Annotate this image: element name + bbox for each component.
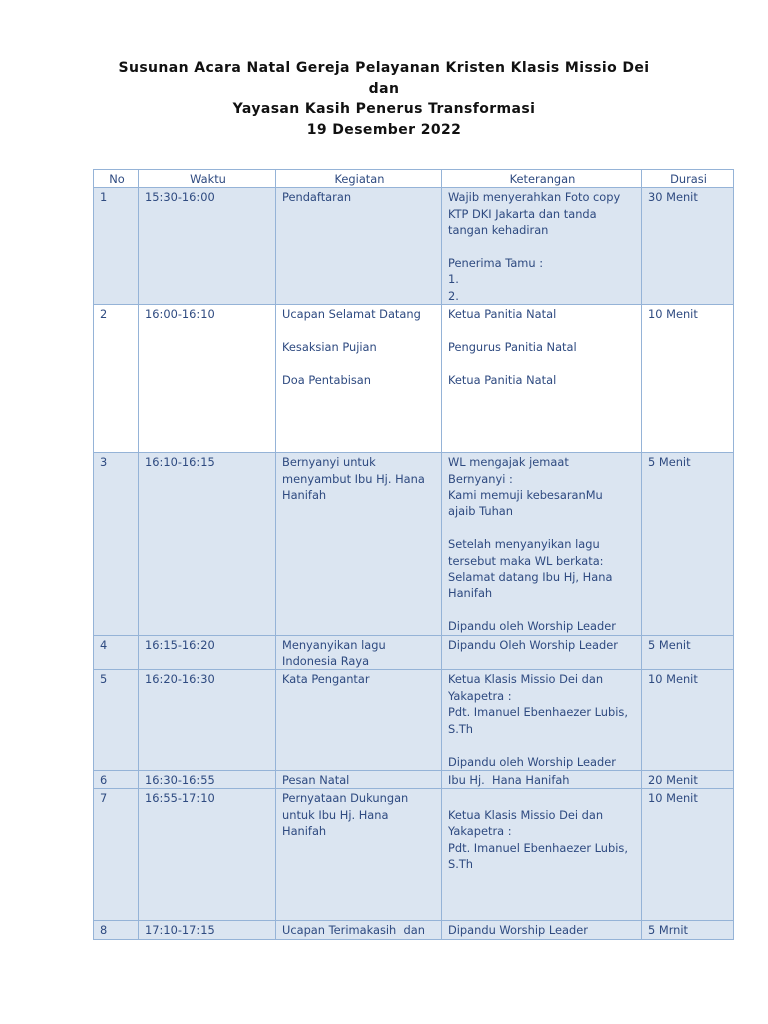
table-row — [94, 635, 734, 670]
column-header-durasi: Durasi — [642, 170, 734, 188]
cell-no: 7 — [94, 789, 139, 921]
cell-keterangan-line — [448, 790, 637, 806]
cell-keterangan-line: Dipandu Worship Leader — [448, 923, 588, 938]
cell-waktu: 16:15-16:20 — [139, 635, 276, 670]
cell-keterangan — [442, 921, 642, 939]
cell-keterangan-line — [448, 520, 637, 536]
cell-waktu: 16:20-16:30 — [139, 670, 276, 770]
table-row — [94, 789, 734, 921]
schedule-table — [93, 169, 734, 940]
column-header-waktu: Waktu — [139, 170, 276, 188]
title-line-1: Susunan Acara Natal Gereja Pelayanan Kristen Klasis Missio Dei — [118, 60, 650, 76]
cell-keterangan-line: tangan kehadiran — [448, 223, 549, 238]
cell-keterangan-line: WL mengajak jemaat — [448, 455, 569, 470]
cell-kegiatan-line: Kata Pengantar — [282, 672, 370, 687]
cell-keterangan-line: Dipandu oleh Worship Leader — [448, 754, 616, 769]
cell-durasi: 5 Mrnit — [642, 921, 734, 939]
cell-kegiatan-line: Indonesia Raya — [282, 654, 370, 669]
cell-keterangan — [442, 770, 642, 788]
cell-waktu: 15:30-16:00 — [139, 188, 276, 305]
cell-kegiatan — [276, 305, 442, 453]
cell-keterangan-line: Dipandu Oleh Worship Leader — [448, 637, 618, 652]
cell-keterangan-line — [448, 602, 637, 618]
cell-kegiatan — [276, 188, 442, 305]
cell-durasi: 10 Menit — [642, 789, 734, 921]
cell-durasi: 10 Menit — [642, 305, 734, 453]
cell-keterangan-line: Pdt. Imanuel Ebenhaezer Lubis, — [448, 705, 628, 720]
table-row — [94, 305, 734, 453]
cell-kegiatan-line: Ucapan Selamat Datang — [282, 307, 421, 322]
column-header-kegiatan: Kegiatan — [276, 170, 442, 188]
cell-keterangan-line: tersebut maka WL berkata: — [448, 553, 604, 568]
column-header-keterangan: Keterangan — [442, 170, 642, 188]
cell-keterangan — [442, 453, 642, 635]
cell-no: 6 — [94, 770, 139, 788]
cell-keterangan-line: Kami memuji kebesaranMu — [448, 488, 603, 503]
cell-kegiatan — [276, 770, 442, 788]
cell-keterangan-line — [448, 239, 637, 255]
cell-keterangan-line: Ketua Panitia Natal — [448, 307, 557, 322]
cell-keterangan — [442, 635, 642, 670]
cell-kegiatan — [276, 635, 442, 670]
cell-no: 2 — [94, 305, 139, 453]
cell-kegiatan-line: Pesan Natal — [282, 772, 350, 787]
cell-keterangan-line: ajaib Tuhan — [448, 504, 514, 519]
cell-kegiatan-line: Kesaksian Pujian — [282, 340, 377, 355]
title-line-3: Yayasan Kasih Penerus Transformasi — [232, 101, 536, 117]
cell-keterangan-line: Selamat datang Ibu Hj, Hana — [448, 570, 613, 585]
cell-keterangan-line: S.Th — [448, 721, 474, 736]
cell-durasi: 30 Menit — [642, 188, 734, 305]
cell-kegiatan-line: Ucapan Terimakasih dan — [282, 923, 425, 938]
cell-kegiatan — [276, 921, 442, 939]
cell-kegiatan-line: Bernyanyi untuk — [282, 455, 376, 470]
cell-durasi: 5 Menit — [642, 453, 734, 635]
cell-keterangan-line — [448, 323, 637, 339]
cell-keterangan-line — [448, 737, 637, 753]
cell-waktu: 17:10-17:15 — [139, 921, 276, 939]
table-row — [94, 770, 734, 788]
cell-waktu: 16:10-16:15 — [139, 453, 276, 635]
cell-no: 5 — [94, 670, 139, 770]
cell-keterangan-line: Pengurus Panitia Natal — [448, 340, 577, 355]
cell-kegiatan-line: Menyanyikan lagu — [282, 637, 386, 652]
cell-keterangan-line: Ibu Hj. Hana Hanifah — [448, 772, 570, 787]
cell-keterangan-line: Penerima Tamu : — [448, 256, 544, 271]
cell-waktu: 16:30-16:55 — [139, 770, 276, 788]
cell-keterangan-line: Wajib menyerahkan Foto copy — [448, 190, 621, 205]
cell-no: 4 — [94, 635, 139, 670]
cell-kegiatan — [276, 670, 442, 770]
cell-keterangan — [442, 305, 642, 453]
cell-keterangan-line: KTP DKI Jakarta dan tanda — [448, 206, 597, 221]
schedule-body — [94, 188, 734, 939]
cell-waktu: 16:00-16:10 — [139, 305, 276, 453]
cell-keterangan-line: Setelah menyanyikan lagu — [448, 537, 600, 552]
cell-kegiatan-line: Pendaftaran — [282, 190, 352, 205]
cell-kegiatan-line — [282, 355, 437, 371]
cell-keterangan-line: Dipandu oleh Worship Leader — [448, 619, 616, 634]
cell-no: 3 — [94, 453, 139, 635]
cell-kegiatan-line: Hanifah — [282, 488, 327, 503]
table-row — [94, 188, 734, 305]
cell-durasi: 20 Menit — [642, 770, 734, 788]
cell-no: 8 — [94, 921, 139, 939]
column-header-no: No — [94, 170, 139, 188]
cell-keterangan-line: Hanifah — [448, 586, 493, 601]
cell-keterangan — [442, 188, 642, 305]
title-line-2: dan — [368, 80, 400, 97]
cell-keterangan-line: Ketua Panitia Natal — [448, 372, 557, 387]
cell-durasi: 5 Menit — [642, 635, 734, 670]
cell-kegiatan-line: menyambut Ibu Hj. Hana — [282, 471, 425, 486]
cell-keterangan-line: Pdt. Imanuel Ebenhaezer Lubis, — [448, 840, 628, 855]
cell-keterangan-line: S.Th — [448, 856, 474, 871]
cell-keterangan-line: Yakapetra : — [448, 688, 512, 703]
cell-kegiatan-line: Doa Pentabisan — [282, 372, 372, 387]
document-title — [0, 58, 768, 140]
cell-durasi: 10 Menit — [642, 670, 734, 770]
cell-kegiatan-line — [282, 323, 437, 339]
table-row — [94, 670, 734, 770]
cell-keterangan-line: 1. — [448, 272, 459, 287]
cell-keterangan-line: Ketua Klasis Missio Dei dan — [448, 807, 604, 822]
table-row — [94, 453, 734, 635]
table-row — [94, 921, 734, 939]
cell-kegiatan-line: Hanifah — [282, 824, 327, 839]
cell-kegiatan — [276, 453, 442, 635]
cell-no: 1 — [94, 188, 139, 305]
cell-keterangan — [442, 670, 642, 770]
cell-keterangan-line: Yakapetra : — [448, 824, 512, 839]
cell-waktu: 16:55-17:10 — [139, 789, 276, 921]
cell-keterangan-line: Bernyanyi : — [448, 471, 513, 486]
cell-keterangan — [442, 789, 642, 921]
cell-kegiatan-line: Pernyataan Dukungan — [282, 791, 409, 806]
table-header-row — [94, 170, 734, 188]
cell-keterangan-line: Ketua Klasis Missio Dei dan — [448, 672, 604, 687]
cell-kegiatan — [276, 789, 442, 921]
cell-keterangan-line — [448, 355, 637, 371]
title-line-4: 19 Desember 2022 — [306, 121, 462, 138]
cell-keterangan-line: 2. — [448, 288, 459, 303]
cell-kegiatan-line: untuk Ibu Hj. Hana — [282, 807, 389, 822]
